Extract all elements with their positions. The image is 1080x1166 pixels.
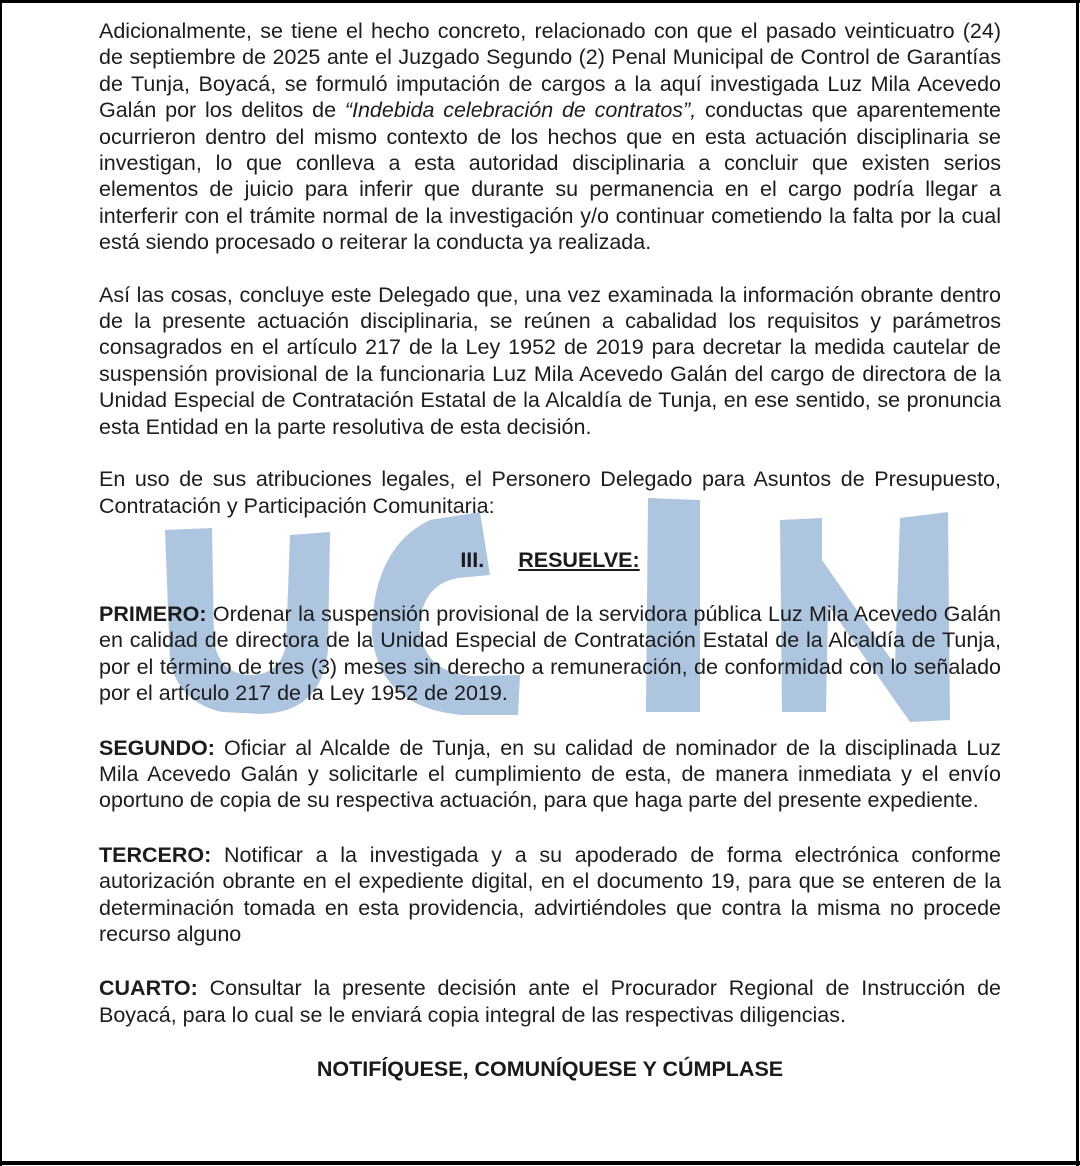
- resolution-primero: [99, 601, 1001, 707]
- primero-text: Ordenar la suspensión provisional de la servidora pública Luz Mila Acevedo Galán en calidad de directora de la Unidad Especial de Contratación Estatal de la Alcaldía de Tunja, por el término de tres (3) meses sin derecho a remuneración, de conformidad con lo señalado por el artículo 217 de la Ley 1952 de 2019.: [99, 601, 1001, 706]
- document-body: [99, 18, 1001, 1082]
- cuarto-text: Consultar la presente decisión ante el Procurador Regional de Instrucción de Boyacá, para lo cual se le enviará copia integral de las respectivas diligencias.: [99, 976, 1001, 1027]
- cuarto-label: CUARTO:: [99, 976, 198, 1001]
- paragraph-atribuciones: En uso de sus atribuciones legales, el Personero Delegado para Asuntos de Presupuesto, Contratación y Participación Comunitaria:: [99, 467, 1001, 518]
- segundo-label: SEGUNDO:: [99, 735, 215, 760]
- resolution-segundo: [99, 735, 1001, 814]
- segundo-text: Oficiar al Alcalde de Tunja, en su calidad de nominador de la disciplinada Luz Mila Acevedo Galán y solicitarle el cumplimiento de esta, de manera inmediata y el envío oportuno de copia de su respectiva actuación, para que haga parte del presente expediente.: [99, 735, 1001, 813]
- tercero-text: Notificar a la investigada y a su apoderado de forma electrónica conforme autorización obrante en el expediente digital, en el documento 19, para que se enteren de la determinación tomada en esta providencia, advirtiéndoles que contra la misma no procede recurso alguno: [99, 842, 1001, 946]
- closing-statement: NOTIFÍQUESE, COMUNÍQUESE Y CÚMPLASE: [316, 1057, 784, 1082]
- resolution-tercero: [99, 842, 1001, 948]
- right-border: [1076, 0, 1079, 1166]
- section-heading-resuelve: [99, 547, 1001, 573]
- left-border: [0, 0, 2, 1166]
- paragraph-hechos-text-b: conductas que aparentemente ocurrieron dentro del mismo contexto de los hechos que en esta actuación disciplinaria se investigan, lo que conlleva a esta autoridad disciplinaria a concluir que existen serios elementos de juicio para inferir que durante su permanencia en el cargo podría llegar a interferir con el trámite normal de la investigación y/o continuar cometiendo la falta por la cual está siendo procesado o reiterar la conducta ya realizada.: [99, 98, 1002, 255]
- paragraph-conclusion: Así las cosas, concluye este Delegado que, una vez examinada la información obrante dentro de la presente actuación disciplinaria, se reúnen a cabalidad los requisitos y parámetros consagrados en el artículo 217 de la Ley 1952 de 2019 para decretar la medida cautelar de suspensión provisional de la funcionaria Luz Mila Acevedo Galán del cargo de directora de la Unidad Especial de Contratación Estatal de la Alcaldía de Tunja, en ese sentido, se pronuncia esta Entidad en la parte resolutiva de esta decisión.: [99, 282, 1001, 439]
- bottom-border: [0, 1161, 1080, 1165]
- tercero-label: TERCERO:: [99, 842, 212, 867]
- section-number: III.: [460, 547, 485, 572]
- paragraph-hechos-text-a: Adicionalmente, se tiene el hecho concreto, relacionado con que el pasado veinticuatro (24) de septiembre de 2025 ante el Juzgado Segundo (2) Penal Municipal de Control de Garantías de Tunja, Boyacá, se formuló imputación de cargos a la aquí investigada Luz Mila Acevedo Galán por los delitos de: [99, 19, 1001, 123]
- primero-label: PRIMERO:: [99, 601, 207, 626]
- section-title: RESUELVE:: [518, 547, 640, 572]
- italic-delito: “Indebida celebración de contratos”,: [344, 98, 697, 123]
- resolution-cuarto: [99, 975, 1001, 1028]
- top-border: [0, 0, 1080, 3]
- paragraph-hechos: [99, 18, 1001, 256]
